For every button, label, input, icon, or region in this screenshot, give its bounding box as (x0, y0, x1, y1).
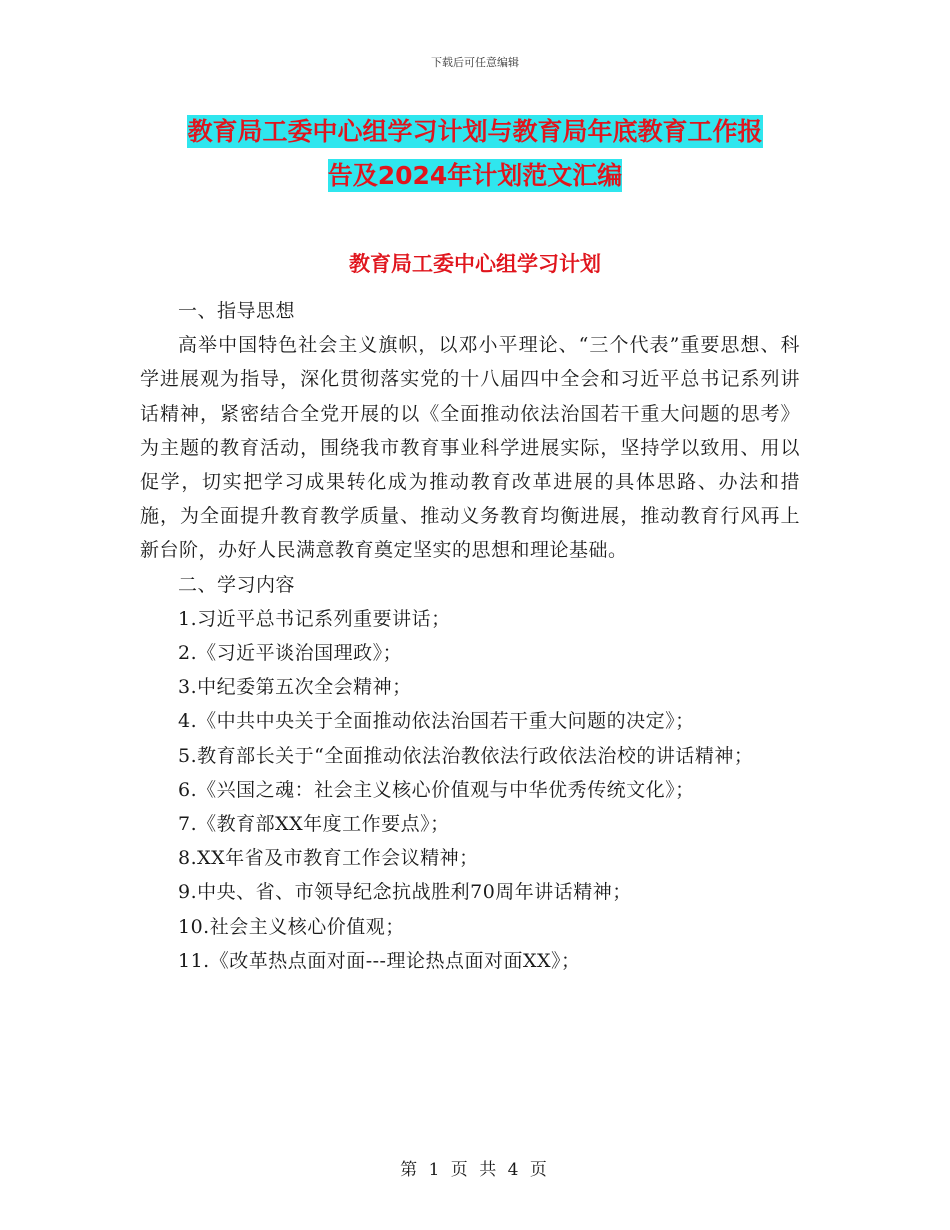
list-item: 6.《兴国之魂：社会主义核心价值观与中华优秀传统文化》； (178, 778, 695, 801)
page-number: 第 1 页 共 4 页 (400, 1160, 550, 1180)
list-item: 1.习近平总书记系列重要讲话； (178, 607, 451, 630)
document-body (140, 294, 800, 978)
title-line-1: 教育局工委中心组学习计划与教育局年底教育工作报 (187, 117, 763, 146)
header-note: 下载后可任意编辑 (431, 56, 519, 69)
document-title (140, 110, 810, 198)
list-item: 5.教育部长关于“全面推动依法治教依法行政依法治校的讲话精神； (178, 744, 754, 767)
paragraph-guiding-ideology: 高举中国特色社会主义旗帜，以邓小平理论、“三个代表”重要思想、科学进展观为指导，深化贯彻落实党的十八届四中全会和习近平总书记系列讲话精神，紧密结合全党开展的以《全面推动依法治国若干重大问题的思考》为主题的教育活动，围绕我市教育事业科学进展实际，坚持学以致用、用以促学，切实把学习成果转化成为推动教育改革进展的具体思路、办法和措施，为全面提升教育教学质量、推动义务教育均衡进展，推动教育行风再上新台阶，办好人民满意教育奠定坚实的思想和理论基础。 (140, 334, 800, 562)
list-item: 7.《教育部XX年度工作要点》； (178, 813, 450, 836)
heading-study-content: 二、学习内容 (178, 573, 296, 596)
list-item: 2.《习近平谈治国理政》； (178, 642, 403, 665)
list-item: 11.《改革热点面对面---理论热点面对面XX》； (178, 949, 581, 972)
list-item: 4.《中共中央关于全面推动依法治国若干重大问题的决定》； (178, 710, 695, 733)
title-line-2: 告及2024年计划范文汇编 (327, 161, 623, 190)
heading-guiding-ideology: 一、指导思想 (178, 300, 296, 322)
list-item: 8.XX年省及市教育工作会议精神； (178, 847, 479, 870)
list-item: 9.中央、省、市领导纪念抗战胜利70周年讲话精神； (178, 881, 632, 904)
list-item: 10.社会主义核心价值观； (178, 915, 405, 938)
section-title: 教育局工委中心组学习计划 (349, 252, 601, 276)
list-item: 3.中纪委第五次全会精神； (178, 676, 412, 699)
